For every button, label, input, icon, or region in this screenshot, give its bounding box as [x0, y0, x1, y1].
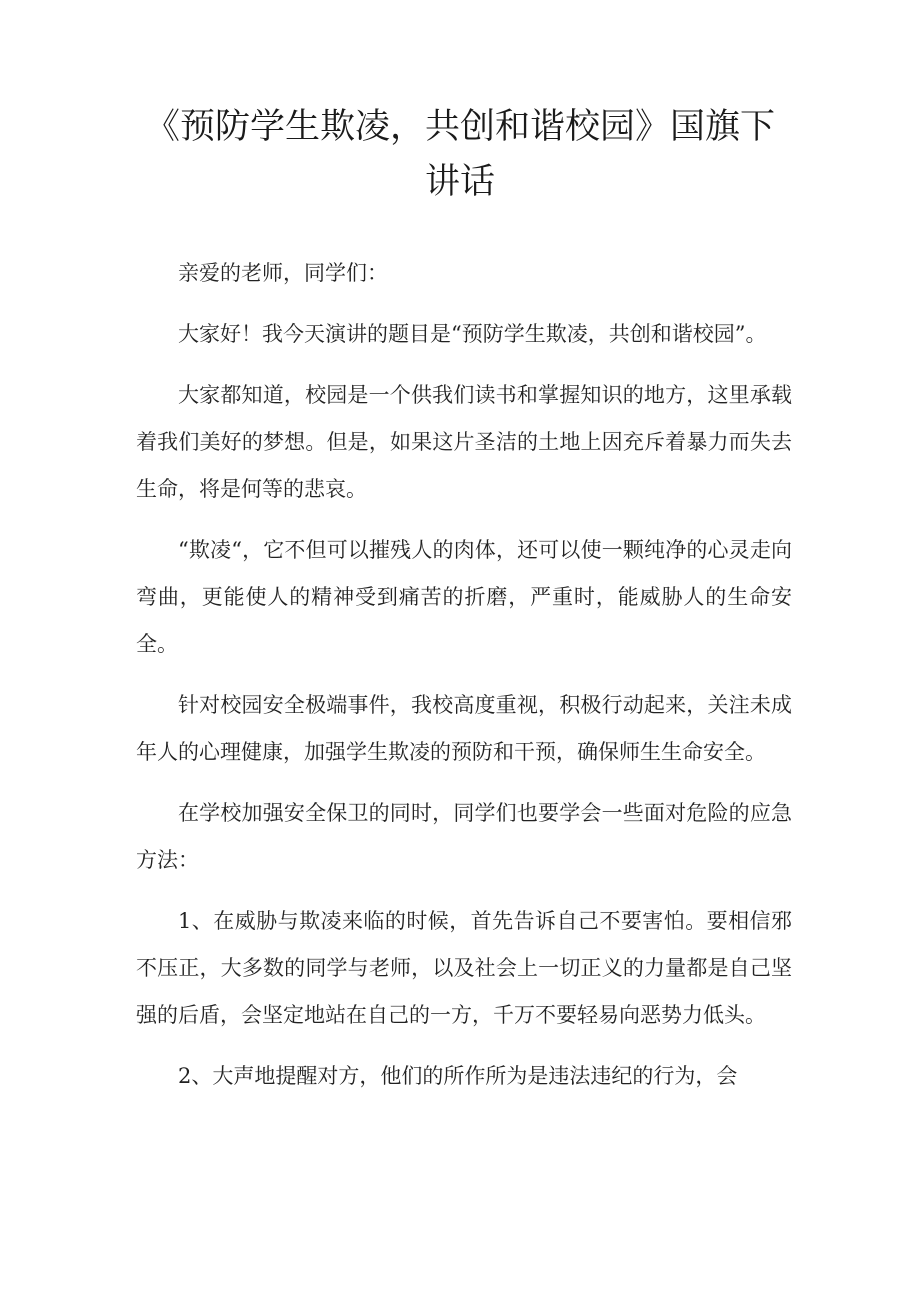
- paragraph-campus: 大家都知道，校园是一个供我们读书和掌握知识的地方，这里承载着我们美好的梦想。但是，如果这片圣洁的土地上因充斥着暴力而失去生命，将是何等的悲哀。: [136, 383, 792, 501]
- document-body: [136, 250, 792, 1114]
- title-line-2: 讲话: [424, 162, 495, 202]
- paragraph-item-2: 2、大声地提醒对方，他们的所作所为是违法违纪的行为，会: [178, 1064, 738, 1088]
- paragraph-bullying: “欺凌“，它不但可以摧残人的肉体，还可以使一颗纯净的心灵走向弯曲，更能使人的精神受到痛苦的折磨，严重时，能威胁人的生命安全。: [136, 538, 792, 656]
- paragraph-item-1: 1、在威胁与欺凌来临的时候，首先告诉自己不要害怕。要相信邪不压正，大多数的同学与老师，以及社会上一切正义的力量都是自己坚强的后盾，会坚定地站在自己的一方，千万不要轻易向恶势力低头。: [136, 909, 792, 1027]
- paragraph-topic: 大家好！我今天演讲的题目是“预防学生欺凌，共创和谐校园”。: [178, 322, 767, 346]
- paragraph-greeting: 亲爱的老师，同学们：: [178, 261, 388, 285]
- paragraph-school-action: 针对校园安全极端事件，我校高度重视，积极行动起来，关注未成年人的心理健康，加强学生欺凌的预防和干预，确保师生生命安全。: [136, 693, 792, 764]
- title-line-1: 《预防学生欺凌，共创和谐校园》国旗下: [144, 107, 775, 147]
- document-title: [130, 100, 790, 210]
- paragraph-emergency-methods: 在学校加强安全保卫的同时，同学们也要学会一些面对危险的应急方法：: [136, 801, 792, 872]
